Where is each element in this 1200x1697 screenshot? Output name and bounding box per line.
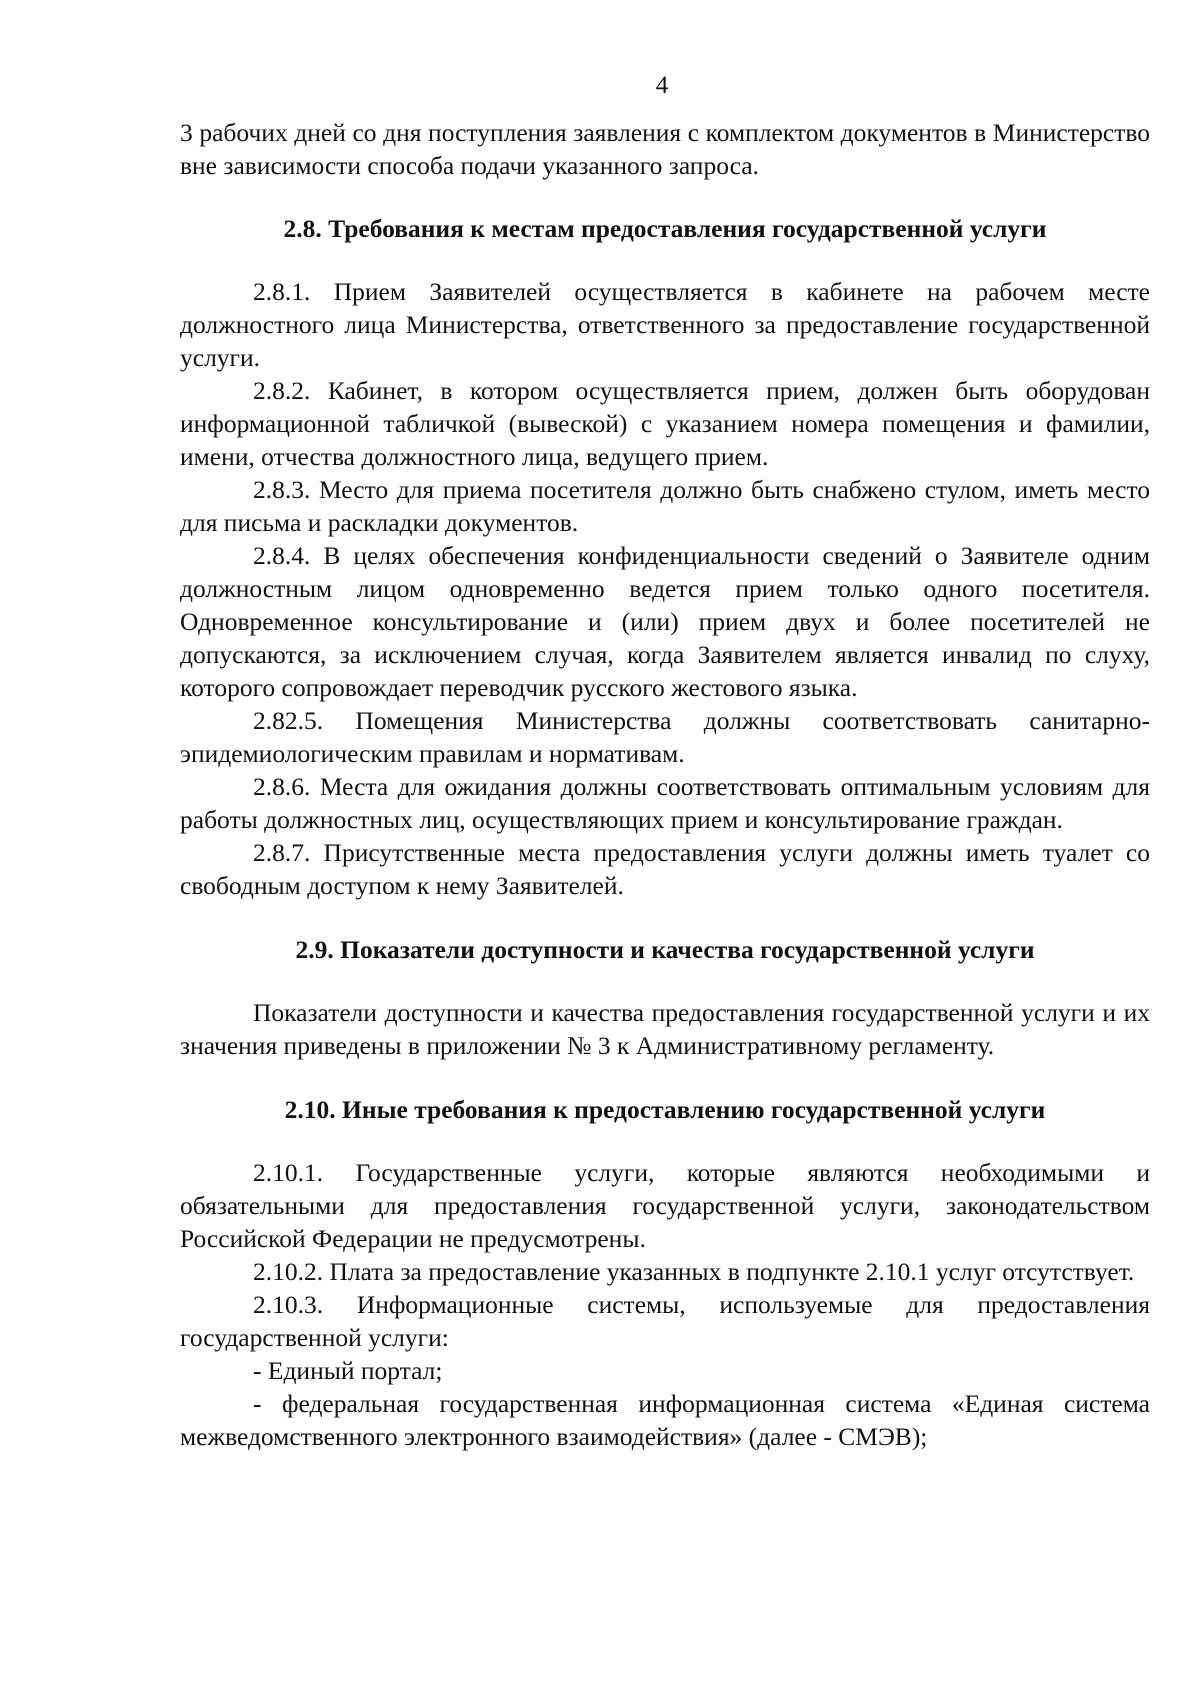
paragraph-2-10-3: 2.10.3. Информационные системы, используемые для предоставления государственной услуги: [180, 1290, 1150, 1352]
section-2-10-heading: 2.10. Иные требования к предоставлению государственной услуги [284, 1095, 1046, 1124]
page-number: 4 [655, 72, 669, 99]
paragraph-2-8-6: 2.8.6. Места для ожидания должны соответствовать оптимальным условиям для работы должностных лиц, осуществляющих прием и консультирование граждан. [180, 772, 1150, 834]
list-item-unified-portal: - Единый портал; [253, 1356, 443, 1385]
paragraph-2-8-4: 2.8.4. В целях обеспечения конфиденциальности сведений о Заявителе одним должностным лицом одновременно ведется прием только одного посетителя. Одновременное консультирование и (или) прием двух и более посетителей не допускаются, за исключением случая, когда Заявителем является инвалид по слуху, которого сопровождает переводчик русского жестового языка. [180, 541, 1150, 702]
paragraph-2-8-3: 2.8.3. Место для приема посетителя должно быть снабжено стулом, иметь место для письма и раскладки документов. [180, 475, 1150, 537]
document-body [180, 116, 1150, 1453]
paragraph-2-8-2: 2.8.2. Кабинет, в котором осуществляется прием, должен быть оборудован информационной табличкой (вывеской) с указанием номера помещения и фамилии, имени, отчества должностного лица, ведущего прием. [180, 376, 1150, 471]
intro-paragraph: 3 рабочих дней со дня поступления заявления с комплектом документов в Министерство вне зависимости способа подачи указанного запроса. [180, 118, 1150, 180]
paragraph-2-8-7: 2.8.7. Присутственные места предоставления услуги должны иметь туалет со свободным доступом к нему Заявителей. [180, 838, 1150, 900]
paragraph-2-8-5: 2.82.5. Помещения Министерства должны соответствовать санитарно-эпидемиологическим правилам и нормативам. [180, 706, 1150, 768]
paragraph-2-10-1: 2.10.1. Государственные услуги, которые являются необходимыми и обязательными для предоставления государственной услуги, законодательством Российской Федерации не предусмотрены. [180, 1158, 1150, 1253]
paragraph-2-10-2: 2.10.2. Плата за предоставление указанных в подпункте 2.10.1 услуг отсутствует. [253, 1257, 1135, 1286]
paragraph-2-8-1: 2.8.1. Прием Заявителей осуществляется в кабинете на рабочем месте должностного лица Министерства, ответственного за предоставление государственной услуги. [180, 277, 1150, 372]
list-item-smev: - федеральная государственная информационная система «Единая система межведомственного электронного взаимодействия» (далее - СМЭВ); [180, 1389, 1150, 1451]
section-2-9-heading: 2.9. Показатели доступности и качества государственной услуги [295, 935, 1035, 964]
section-2-8-heading: 2.8. Требования к местам предоставления государственной услуги [283, 214, 1047, 243]
paragraph-2-9: Показатели доступности и качества предоставления государственной услуги и их значения приведены в приложении № 3 к Административному регламенту. [180, 998, 1150, 1060]
